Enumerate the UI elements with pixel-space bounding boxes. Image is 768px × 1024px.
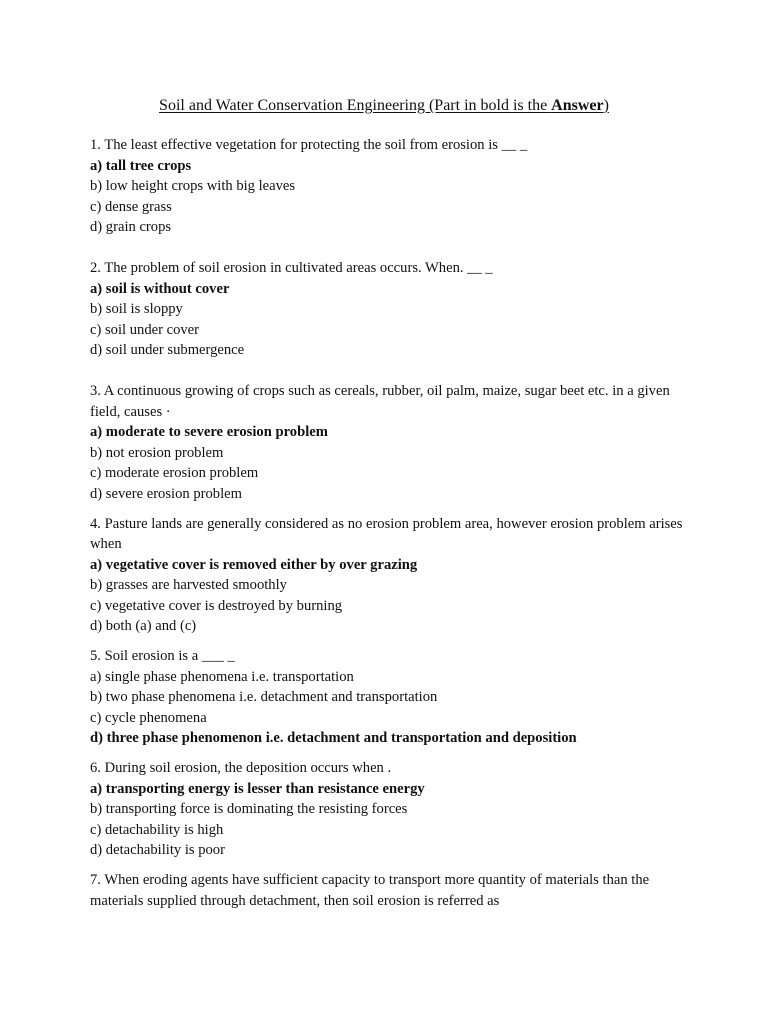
- option: b) transporting force is dominating the resisting forces: [90, 801, 408, 818]
- option: c) vegetative cover is destroyed by burning: [90, 597, 343, 614]
- option: d) detachability is poor: [90, 842, 225, 859]
- option-answer: a) transporting energy is lesser than resistance energy: [90, 780, 425, 797]
- page-title-prefix: Soil and Water Conservation Engineering (Part in bold is the: [159, 97, 552, 114]
- option: d) grain crops: [90, 219, 172, 236]
- page-title-answer: Answer: [551, 97, 604, 114]
- question-5: [90, 646, 690, 749]
- question-7: [90, 870, 690, 911]
- question-stem: 6. During soil erosion, the deposition occurs when .: [90, 760, 392, 777]
- option: b) grasses are harvested smoothly: [90, 577, 287, 594]
- option-answer: a) moderate to severe erosion problem: [90, 424, 328, 441]
- option-answer: a) tall tree crops: [90, 157, 192, 174]
- option: c) detachability is high: [90, 821, 224, 838]
- option: b) soil is sloppy: [90, 301, 183, 318]
- question-stem: 2. The problem of soil erosion in cultivated areas occurs. When. __ _: [90, 259, 493, 276]
- option-answer: a) soil is without cover: [90, 280, 230, 297]
- question-6: [90, 758, 690, 861]
- option: d) severe erosion problem: [90, 485, 242, 502]
- option: c) cycle phenomena: [90, 709, 207, 726]
- option: c) soil under cover: [90, 321, 200, 338]
- option-answer: a) vegetative cover is removed either by over grazing: [90, 556, 418, 573]
- question-stem: 1. The least effective vegetation for protecting the soil from erosion is __ _: [90, 137, 528, 153]
- page-title: [0, 95, 768, 117]
- question-stem: 3. A continuous growing of crops such as cereals, rubber, oil palm, maize, sugar beet etc. in a given field, causes ·: [90, 382, 670, 420]
- option: b) not erosion problem: [90, 444, 224, 461]
- question-list: [90, 135, 690, 911]
- option: d) soil under submergence: [90, 342, 245, 359]
- option-answer: d) three phase phenomenon i.e. detachment and transportation and deposition: [90, 730, 577, 747]
- question-2: [90, 258, 690, 361]
- question-1: [90, 135, 690, 238]
- question-4: [90, 514, 690, 638]
- option: d) both (a) and (c): [90, 618, 197, 635]
- question-stem: 4. Pasture lands are generally considered as no erosion problem area, however erosion problem arises when: [90, 515, 683, 553]
- option: b) two phase phenomena i.e. detachment and transportation: [90, 689, 438, 706]
- option: c) dense grass: [90, 198, 172, 215]
- option: c) moderate erosion problem: [90, 465, 259, 482]
- page-title-suffix: ): [603, 97, 609, 114]
- option: a) single phase phenomena i.e. transportation: [90, 668, 354, 685]
- option: b) low height crops with big leaves: [90, 178, 296, 195]
- question-stem: 5. Soil erosion is a ___ _: [90, 648, 235, 665]
- question-3: [90, 381, 690, 505]
- question-stem: 7. When eroding agents have sufficient capacity to transport more quantity of materials than the materials supplied through detachment, then soil erosion is referred as: [90, 872, 650, 909]
